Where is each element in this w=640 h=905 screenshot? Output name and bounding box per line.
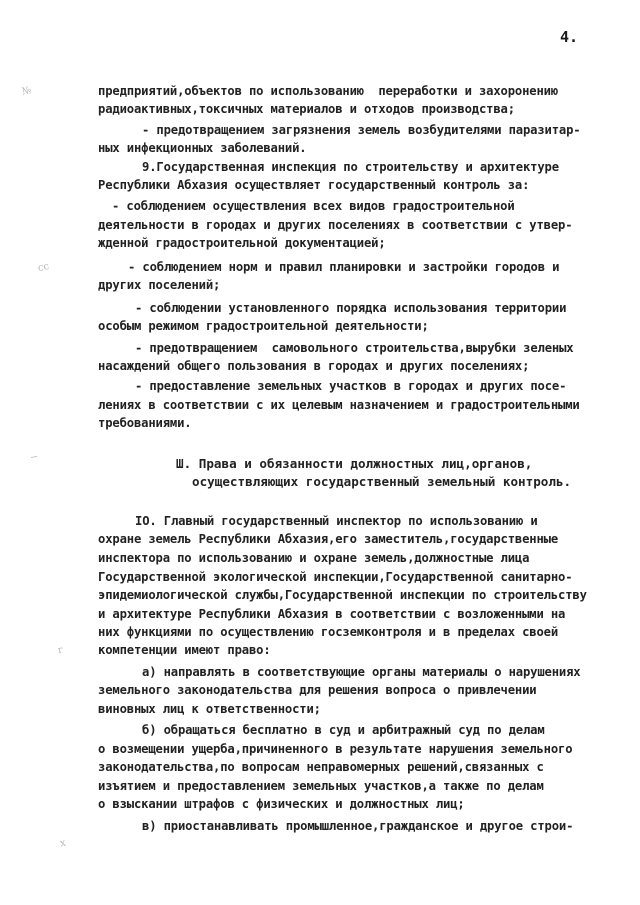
section-heading: осуществляющих государственный земельный контроль. [192, 474, 572, 489]
text-line: них функциями по осуществлению госземконтроля и в пределах своей [98, 625, 558, 639]
text-line: - соблюдением осуществления всех видов градостроительной [112, 199, 515, 213]
page-number: 4. [560, 28, 579, 46]
text-line: виновных лиц к ответственности; [98, 702, 321, 716]
text-line: и архитектуре Республики Абхазия в соответствии с возложенными на [98, 607, 566, 621]
margin-mark: сс [36, 260, 51, 275]
text-line: б) обращаться бесплатно в суд и арбитражный суд по делам [142, 723, 545, 737]
text-line: эпидемиологической службы,Государственной инспекции по строительству [98, 588, 587, 602]
section-heading: Ш. Права и обязанности должностных лиц,органов, [176, 456, 533, 471]
text-line: Государственной экологической инспекции,Государственной санитарно- [98, 570, 573, 584]
text-line: жденной градостроительной документацией; [98, 236, 386, 250]
text-line: радиоактивных,токсичных материалов и отходов производства; [98, 102, 515, 116]
margin-mark: х [58, 837, 67, 850]
text-line: насаждений общего пользования в городах и других поселениях; [98, 359, 530, 373]
text-line: ных инфекционных заболеваний. [98, 141, 307, 155]
text-line: охране земель Республики Абхазия,его заместитель,государственные [98, 532, 558, 546]
text-line: о возмещении ущерба,причиненного в результате нарушения земельного [98, 742, 573, 756]
text-line: предприятий,объектов по использованию переработки и захоронению [98, 84, 558, 98]
text-line: изъятием и предоставлением земельных участков,а также по делам [98, 779, 544, 793]
margin-mark: г [56, 644, 65, 657]
text-line: - соблюдением норм и правил планировки и застройки городов и [128, 260, 560, 274]
text-line: IO. Главный государственный инспектор по использованию и [135, 514, 538, 528]
text-line: компетенции имеют право: [98, 643, 271, 657]
text-line: Республики Абхазия осуществляет государственный контроль за: [98, 178, 530, 192]
margin-mark: − [28, 451, 40, 464]
text-line: лениях в соответствии с их целевым назначением и градостроительными [98, 398, 580, 412]
text-line: деятельности в городах и других поселениях в соответствии с утвер- [98, 218, 573, 232]
text-line: - предотвращением самовольного строительства,вырубки зеленых [135, 341, 574, 355]
text-line: законодательства,по вопросам неправомерных решений,связанных с [98, 760, 544, 774]
text-line: а) направлять в соответствующие органы материалы о нарушениях [142, 665, 581, 679]
text-line: требованиями. [98, 416, 192, 430]
text-line: 9.Государственная инспекция по строительству и архитектуре [142, 160, 559, 174]
text-line: земельного законодательства для решения вопроса о привлечении [98, 683, 537, 697]
text-line: в) приостанавливать промышленное,гражданское и другое строи- [142, 819, 574, 833]
text-line: инспектора по использованию и охране земель,должностные лица [98, 551, 530, 565]
text-line: других поселений; [98, 278, 221, 292]
text-line: - предотвращением загрязнения земель возбудителями паразитар- [142, 123, 581, 137]
margin-mark: № [20, 85, 33, 98]
text-line: - предоставление земельных участков в городах и других посе- [135, 379, 567, 393]
text-line: - соблюдении установленного порядка использования территории [135, 301, 567, 315]
text-line: особым режимом градостроительной деятельности; [98, 319, 429, 333]
text-line: о взыскании штрафов с физических и должностных лиц; [98, 797, 465, 811]
